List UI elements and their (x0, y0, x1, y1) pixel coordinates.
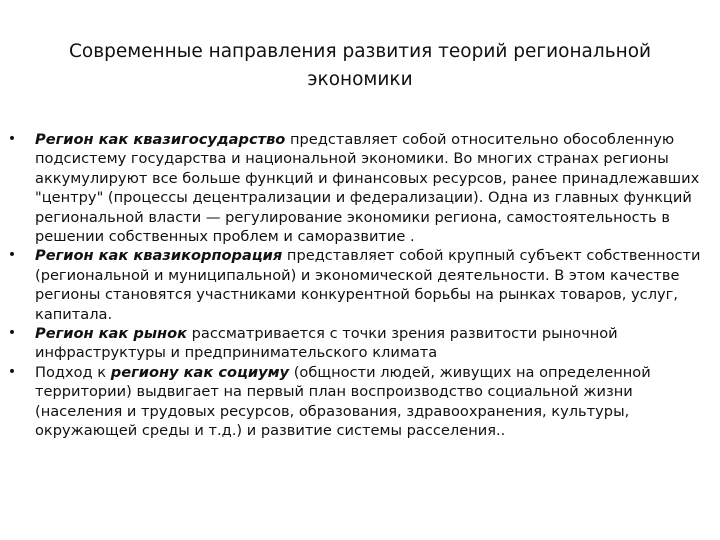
slide-title (40, 38, 680, 94)
term-society: региону как социуму (110, 363, 290, 381)
text-society-pre: Подход к (35, 363, 111, 381)
bullet-icon: • (7, 247, 17, 264)
bullet-list (6, 130, 706, 441)
bullet-item-society (6, 363, 706, 441)
term-quasi-corporation: Регион как квазикорпорация (35, 247, 283, 265)
bullet-item-quasi-state (6, 130, 706, 246)
bullet-icon: • (7, 363, 17, 380)
text-quasi-state: представляет собой относительно обособленную подсистему государства и национальной экономики. Во многих странах регионы аккумулируют все больше функций и финансовых ресурсов, ранее принадлежавших "центру" (процессы децентрализации и федерализации). Одна из главных функций региональной власти — регулирование экономики региона, самостоятельность в решении собственных проблем и саморазвитие . (35, 131, 700, 246)
slide-title-line-2: экономики (307, 69, 413, 90)
bullet-icon: • (7, 131, 17, 147)
slide-title-line-1: Современные направления развития теорий региональной (68, 41, 652, 62)
bullet-item-market (6, 324, 706, 363)
text-society: (общности людей, живущих на определенной территории) выдвигает на первый план воспроизводство социальной жизни (населения и трудовых ресурсов, образования, здравоохранения, культуры, окружающей среды и т.д.) и развитие системы расселения.. (35, 363, 651, 440)
term-quasi-state: Регион как квазигосударство (35, 131, 286, 148)
text-market: рассматривается с точки зрения развитости рыночной инфраструктуры и предпринимательского климата (35, 325, 618, 362)
text-quasi-corporation: представляет собой крупный субъект собственности (региональной и муниципальной) и экономической деятельности. В этом качестве регионы становятся участниками конкурентной борьбы на рынках товаров, услуг, капитала. (35, 247, 701, 323)
bullet-item-quasi-corporation (6, 246, 706, 324)
bullet-icon: • (7, 325, 17, 342)
term-market: Регион как рынок (35, 325, 188, 343)
